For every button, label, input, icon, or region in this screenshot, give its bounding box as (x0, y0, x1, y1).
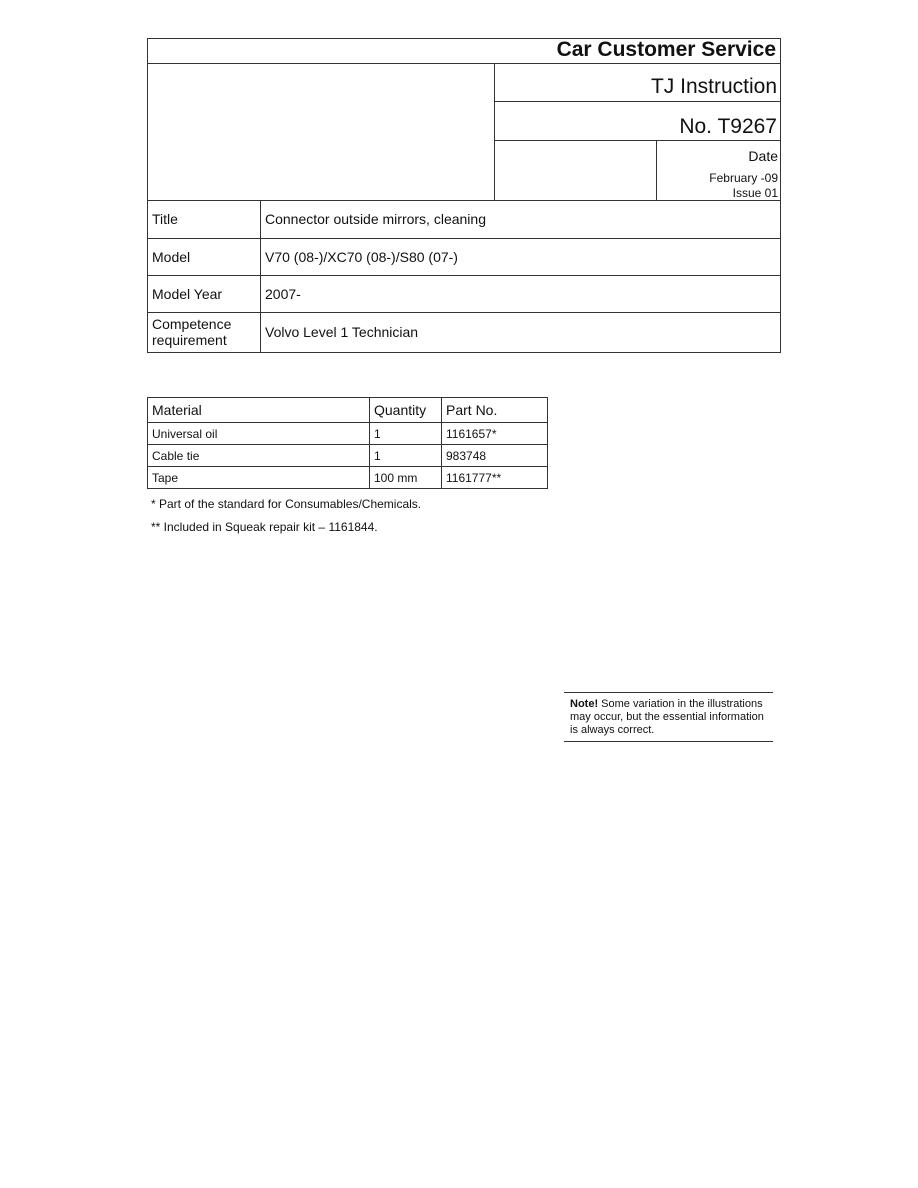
title-value: Connector outside mirrors, cleaning (261, 201, 781, 238)
doc-number: No. T9267 (679, 115, 777, 138)
part-no-cell: 983748 (442, 445, 548, 467)
note-label: Note! (570, 698, 599, 710)
date-label: Date (748, 148, 778, 164)
header-top-row (148, 39, 780, 64)
quantity-cell: 100 mm (370, 467, 442, 489)
info-row-model-year (148, 275, 781, 312)
doc-number-cell (495, 102, 781, 141)
note-box (564, 692, 773, 742)
table-row (148, 423, 548, 445)
model-label: Model (148, 238, 261, 275)
table-row (148, 467, 548, 489)
table-row (148, 445, 548, 467)
date-value: February -09 (709, 171, 778, 185)
doc-type: TJ Instruction (650, 75, 777, 98)
info-row-title (148, 201, 781, 238)
issue-value: Issue 01 (732, 186, 778, 200)
part-no-cell: 1161657* (442, 423, 548, 445)
material-cell: Cable tie (148, 445, 370, 467)
quantity-cell: 1 (370, 423, 442, 445)
part-no-cell: 1161777** (442, 467, 548, 489)
competence-value: Volvo Level 1 Technician (261, 312, 781, 352)
note-text: Some variation in the illustrations may occur, but the essential information is always correct. (570, 698, 764, 736)
quantity-cell: 1 (370, 445, 442, 467)
company-name: Car Customer Service (556, 38, 776, 61)
material-cell: Tape (148, 467, 370, 489)
model-year-value: 2007- (261, 275, 781, 312)
info-table (147, 201, 781, 353)
competence-label (148, 312, 261, 352)
date-cell (656, 141, 782, 201)
footnote-consumables: * Part of the standard for Consumables/Chemicals. (151, 497, 422, 511)
column-header-quantity: Quantity (370, 398, 442, 423)
column-header-material: Material (148, 398, 370, 423)
materials-table (147, 397, 548, 489)
materials-header-row (148, 398, 548, 423)
footnote-squeak-kit: ** Included in Squeak repair kit – 1161844. (151, 520, 378, 534)
model-year-label: Model Year (148, 275, 261, 312)
info-row-model (148, 238, 781, 275)
competence-label-line-1: Competence (152, 316, 232, 332)
header-right-column (494, 63, 781, 201)
column-header-part-no: Part No. (442, 398, 548, 423)
title-label: Title (148, 201, 261, 238)
model-value: V70 (08-)/XC70 (08-)/S80 (07-) (261, 238, 781, 275)
material-cell: Universal oil (148, 423, 370, 445)
doc-type-cell (495, 63, 781, 102)
competence-label-line-2: requirement (152, 332, 227, 348)
info-row-competence (148, 312, 781, 352)
document-header (147, 38, 781, 201)
